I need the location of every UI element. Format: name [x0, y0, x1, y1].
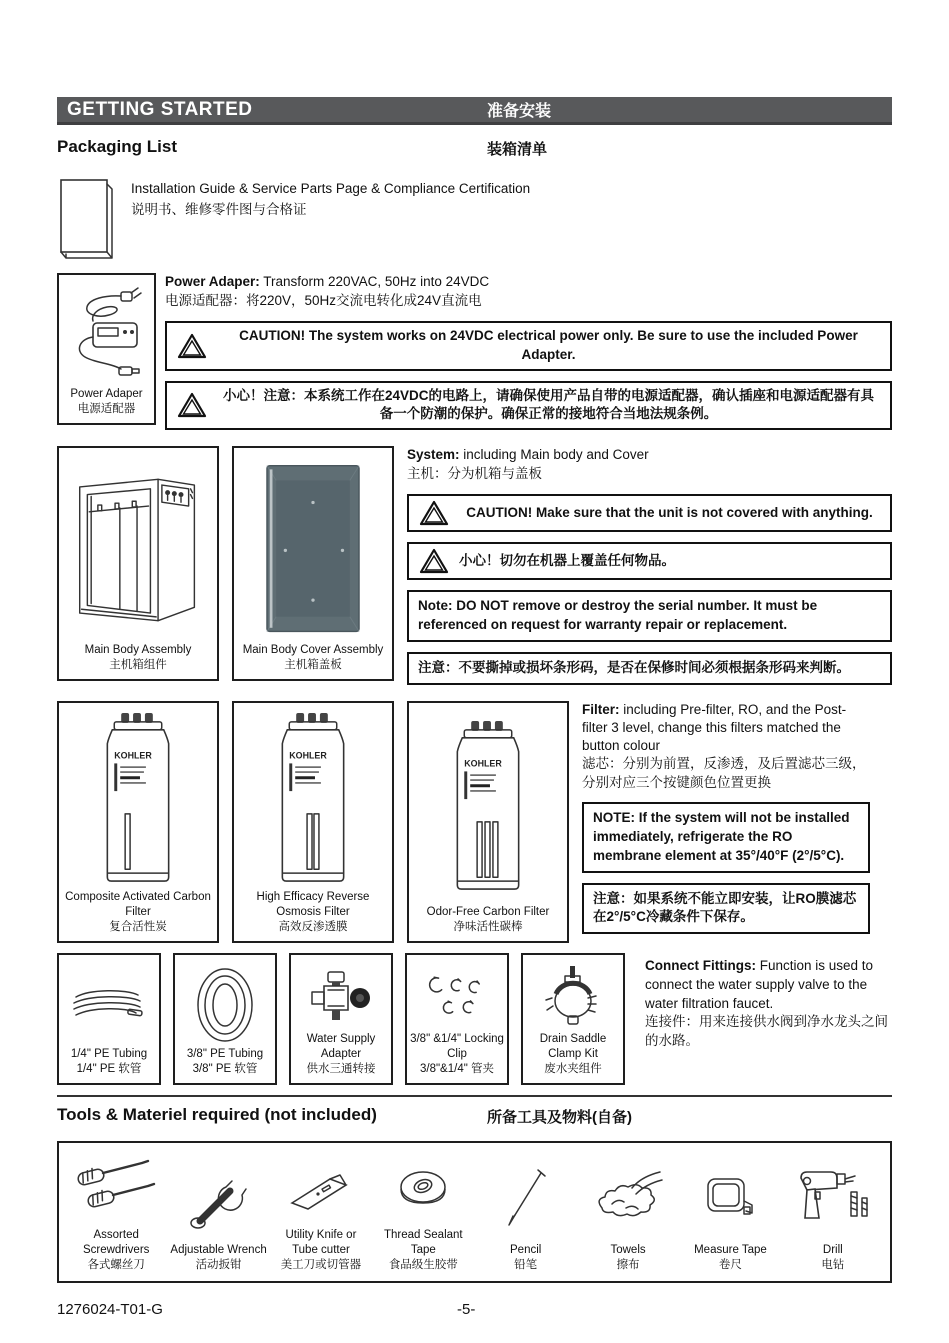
packaging-heading	[57, 137, 892, 161]
filter-figure-2	[232, 701, 394, 943]
system-desc: System: including Main body and Cover	[407, 447, 649, 463]
filter-desc: Filter: including Pre-filter, RO, and the Post-filter 3 level, change this filters matched the button colour	[582, 701, 847, 754]
tubing-quarter-figure	[57, 953, 161, 1085]
system-caution-zh: 小心！切勿在机器上覆盖任何物品。	[407, 542, 892, 580]
ro-note-en: NOTE: If the system will not be installed immediately, refrigerate the RO membrane element at 35°/40°F (2°/5°C).	[582, 802, 870, 873]
svg-text:KOHLER: KOHLER	[464, 758, 502, 769]
section-header-bar	[57, 97, 892, 125]
power-adapter-desc: Power Adaper: Transform 220VAC, 50Hz into 24VDC	[165, 274, 490, 289]
tool-caption: Drill 电钻	[821, 1243, 845, 1271]
filter-cartridge-icon	[448, 719, 528, 897]
utility-knife-icon	[284, 1161, 358, 1221]
drain-clamp-caption: Drain Saddle Clamp Kit 废水夹组件	[539, 1032, 607, 1075]
warning-triangle-icon	[419, 500, 449, 526]
tool-utility-knife	[272, 1155, 370, 1273]
filter-figure-3	[407, 701, 569, 943]
tool-caption: Utility Knife or Tube cutter 美工刀或切管器	[280, 1228, 362, 1271]
cover-panel-icon	[257, 462, 369, 637]
tools-heading-zh: 所备工具及物料(自备)	[487, 1108, 632, 1126]
main-body-caption: Main Body Assembly 主机箱组件	[84, 644, 192, 672]
main-body-icon	[66, 464, 210, 636]
tool-drill	[784, 1155, 882, 1273]
power-adapter-icon	[65, 285, 149, 385]
system-row	[57, 446, 892, 684]
guide-line-zh: 说明书、维修零件图与合格证	[131, 201, 307, 217]
ro-note-zh: 注意：如果系统不能立即安装，让RO膜滤芯在2°/5°C冷藏条件下保存。	[582, 883, 870, 935]
tool-caption: Towels 擦布	[610, 1243, 646, 1271]
section-title-zh: 准备安装	[487, 103, 552, 120]
tools-heading	[57, 1105, 892, 1129]
filter-info	[582, 701, 870, 943]
tool-towels	[579, 1155, 677, 1273]
wrench-icon	[186, 1167, 252, 1231]
serial-note-en: Note: DO NOT remove or destroy the serial number. It must be referenced on request for warranty repair or replacement.	[407, 590, 892, 642]
measure-tape-icon	[700, 1171, 760, 1227]
section-divider	[57, 1095, 892, 1097]
tool-wrench	[169, 1155, 267, 1273]
page-number: -5-	[457, 1300, 476, 1318]
pe-tubing-icon	[66, 979, 152, 1031]
tool-sealant-tape	[374, 1155, 472, 1273]
drain-clamp-icon	[536, 964, 610, 1030]
tool-pencil	[477, 1155, 575, 1273]
tool-caption: Pencil 铅笔	[510, 1243, 542, 1271]
supply-adapter-icon	[302, 968, 380, 1026]
system-caution-en: CAUTION! Make sure that the unit is not covered with anything.	[407, 494, 892, 532]
serial-note-zh: 注意：不要撕掉或损坏条形码，是否在保修时间必须根据条形码来判断。	[407, 652, 892, 685]
guide-text	[131, 177, 530, 263]
power-adapter-desc-zh: 电源适配器：将220V，50Hz交流电转化成24V直流电	[165, 292, 482, 308]
tool-caption: Thread Sealant Tape 食品级生胶带	[383, 1228, 463, 1271]
filter-row	[57, 701, 892, 943]
svg-text:KOHLER: KOHLER	[114, 750, 152, 761]
tubing-quarter-caption: 1/4" PE Tubing 1/4" PE 软管	[70, 1047, 148, 1075]
tubing-coil-figure	[173, 953, 277, 1085]
cover-caption: Main Body Cover Assembly 主机箱盖板	[242, 644, 384, 672]
screwdrivers-icon	[74, 1159, 158, 1223]
filter-caption-2: High Efficacy Reverse Osmosis Filter 高效反渗透膜	[256, 890, 370, 933]
supply-adapter-caption: Water Supply Adapter 供水三通转接	[306, 1032, 376, 1075]
power-adapter-caption: Power Adaper 电源适配器	[70, 388, 143, 416]
locking-clips-icon	[418, 971, 496, 1023]
drain-clamp-figure	[521, 953, 625, 1085]
tool-caption: Adjustable Wrench 活动扳钳	[170, 1243, 267, 1271]
page-content	[57, 0, 892, 1318]
power-adapter-row	[57, 273, 892, 430]
svg-text:KOHLER: KOHLER	[289, 750, 327, 761]
cover-figure	[232, 446, 394, 681]
filter-caption-1: Composite Activated Carbon Filter 复合活性炭	[65, 890, 211, 933]
supply-adapter-figure	[289, 953, 393, 1085]
tubing-coil-icon	[186, 966, 264, 1044]
filter-caption-3: Odor-Free Carbon Filter 净味活性碳棒	[426, 905, 550, 933]
filter-cartridge-icon	[98, 711, 178, 889]
warning-triangle-icon	[177, 333, 207, 359]
tubing-coil-caption: 3/8" PE Tubing 3/8" PE 软管	[186, 1047, 264, 1075]
tools-box	[57, 1141, 892, 1283]
tool-caption: Assorted Screwdrivers 各式螺丝刀	[82, 1228, 150, 1271]
tool-screwdrivers	[67, 1155, 165, 1273]
fittings-desc: Connect Fittings: Function is used to connect the water supply valve to the water filtration faucet.	[645, 957, 874, 1011]
warning-triangle-icon	[419, 548, 449, 574]
fittings-row	[57, 953, 892, 1085]
power-adapter-figure	[57, 273, 156, 425]
power-adapter-info	[165, 273, 892, 430]
pencil-icon	[501, 1167, 551, 1231]
doc-number: 1276024-T01-G	[57, 1300, 163, 1318]
fittings-info	[637, 953, 892, 1085]
page-footer	[57, 1301, 892, 1318]
main-body-figure	[57, 446, 219, 681]
drill-icon	[793, 1166, 873, 1232]
power-caution-zh: 小心！注意：本系统工作在24VDC的电路上，请确保使用产品自带的电源适配器，确认插座和电源适配器有具备一个防潮的保护。确保正常的接地符合当地法规条例。	[165, 381, 892, 431]
locking-clips-caption: 3/8" &1/4" Locking Clip 3/8"&1/4" 管夹	[410, 1032, 504, 1075]
packaging-heading-zh: 装箱清单	[487, 141, 548, 158]
fittings-desc-zh: 连接件：用来连接供水阀到净水龙头之间的水路。	[645, 1014, 888, 1049]
locking-clips-figure	[405, 953, 509, 1085]
warning-triangle-icon	[177, 392, 207, 418]
tool-caption: Measure Tape 卷尺	[694, 1243, 767, 1271]
filter-figure-1	[57, 701, 219, 943]
tools-heading-en: Tools & Materiel required (not included)	[57, 1104, 377, 1124]
tool-measure-tape	[681, 1155, 779, 1273]
system-desc-zh: 主机：分为机箱与盖板	[407, 466, 542, 482]
guide-row	[57, 177, 892, 263]
towel-icon	[588, 1168, 668, 1230]
guide-line-en: Installation Guide & Service Parts Page & Compliance Certification	[131, 181, 531, 196]
sealant-tape-icon	[390, 1163, 456, 1219]
packaging-heading-en: Packaging List	[57, 137, 177, 156]
filter-desc-zh: 滤芯：分别为前置，反渗透，及后置滤芯三级，分别对应三个按键颜色位置更换	[582, 756, 866, 790]
book-icon	[57, 177, 117, 263]
filter-cartridge-icon	[273, 711, 353, 889]
power-caution-en: CAUTION! The system works on 24VDC electrical power only. Be sure to use the included Power Adapter.	[165, 321, 892, 371]
system-info	[407, 446, 892, 684]
section-title-en: GETTING STARTED	[67, 98, 253, 120]
